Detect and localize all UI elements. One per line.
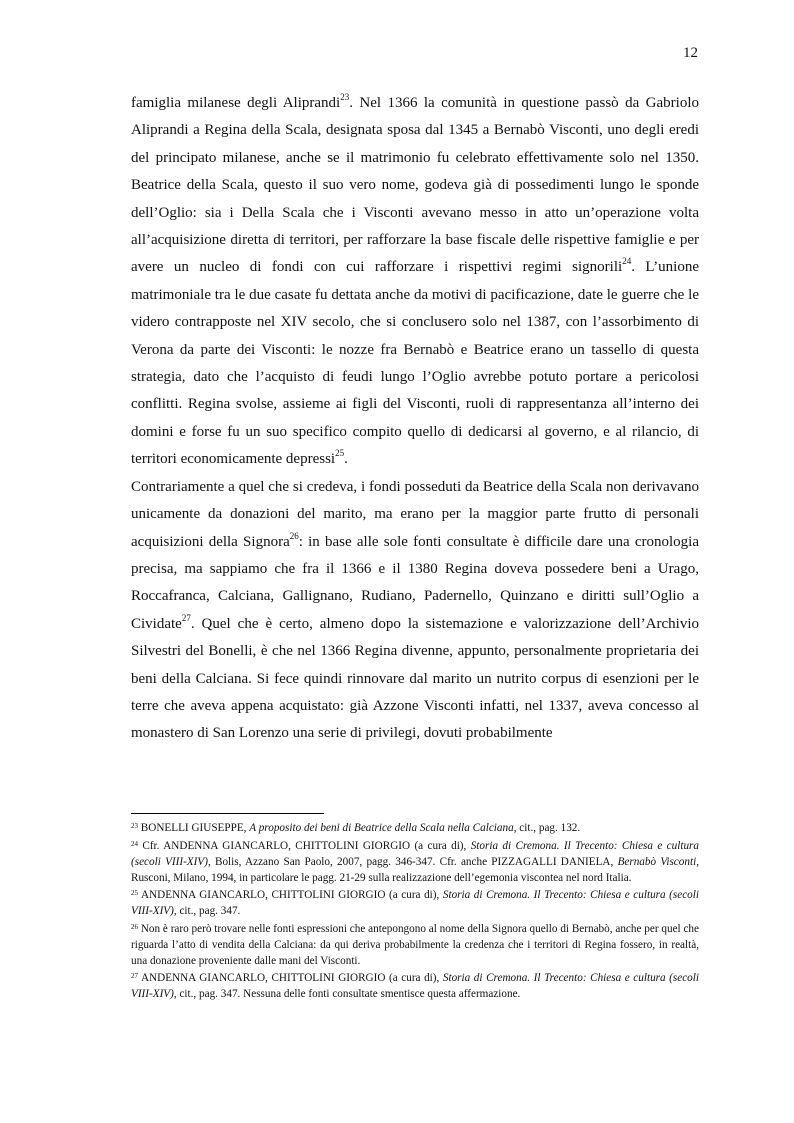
footnote-reference: 26: [289, 530, 299, 541]
footnote: [131, 887, 699, 919]
footnote: [131, 970, 699, 1002]
footnote-reference: 23: [340, 92, 350, 102]
footnote: [131, 838, 699, 886]
footnotes: [131, 820, 699, 1004]
italic-title: Bernabò Visconti: [617, 855, 697, 868]
paragraph: [131, 90, 699, 474]
footnote-reference: 25: [335, 448, 345, 459]
text-run: , cit., pag. 347.: [173, 905, 241, 917]
footnote-number: 24: [131, 839, 138, 848]
footnote-reference: 24: [622, 256, 632, 267]
text-run: .: [344, 451, 348, 468]
paragraph: [131, 474, 699, 748]
footnote-number: 23: [131, 822, 138, 830]
footnote-number: 27: [131, 972, 138, 980]
text-run: . L’unione matrimoniale tra le due casate fu dettata anche da motivi di pacificazione, date le guerre che le videro contrapposte nel XIV secolo, che si conclusero solo nel 1387, con l’assorbimento di Verona da parte dei Visconti: le nozze fra Bernabò e Beatrice erano un tassello di questa strategia, dato che l’acquisto di feudi lungo l’Oglio avrebbe potuto portare a pericolosi conflitti. Regina svolse, assieme ai figli del Visconti, ruoli di rappresentanza all’interno dei domini e forse fu un suo specifico compito quello di dedicarsi al governo, e al rilancio, di territori economicamente depressi: [131, 259, 699, 468]
text-run: Non è raro però trovare nelle fonti espressioni che antepongono al nome della Signora quello di Bernabò, anche per quel che riguarda l’atto di vendita della Calciana: da qui deriva probabilmente la credenza che i territori di Regina fossero, in realtà, una donazione proveniente dalle mani del Visconti.: [131, 922, 699, 967]
body-text: [131, 90, 699, 748]
italic-title: A proposito dei beni di Beatrice della Scala nella Calciana: [249, 822, 514, 834]
italic-title: Storia di Cremona. Il Trecento: Chiesa e cultura (secoli VIII-XIV): [131, 839, 699, 868]
text-run: ANDENNA GIANCARLO, CHITTOLINI GIORGIO (a cura di),: [138, 889, 443, 901]
text-run: ANDENNA GIANCARLO, CHITTOLINI GIORGIO (a cura di),: [138, 972, 443, 984]
footnote: [131, 921, 699, 969]
footnote-separator: [131, 813, 324, 814]
text-run: , cit., pag. 132.: [513, 822, 581, 834]
italic-title: Storia di Cremona. Il Trecento: Chiesa e cultura (secoli VIII-XIV): [131, 972, 699, 1000]
footnote: [131, 820, 699, 836]
text-run: . Quel che è certo, almeno dopo la sistemazione e valorizzazione dell’Archivio Silvestri del Bonelli, è che nel 1366 Regina divenne, appunto, personalmente proprietaria dei beni della Calciana. Si fece quindi rinnovare dal marito un nutrito corpus di esenzioni per le terre che aveva appena acquistato: già Azzone Visconti infatti, nel 1337, aveva concesso al monastero di San Lorenzo una serie di privilegi, dovuti probabilmente: [131, 615, 699, 742]
text-run: famiglia milanese degli Aliprandi: [131, 95, 341, 111]
footnote-number: 26: [131, 922, 138, 931]
text-run: , Bolis, Azzano San Paolo, 2007, pagg. 346-347. Cfr. anche PIZZAGALLI DANIELA,: [207, 855, 618, 868]
text-run: Cfr. ANDENNA GIANCARLO, CHITTOLINI GIORGIO (a cura di),: [138, 839, 471, 852]
text-run: : in base alle sole fonti consultate è difficile dare una cronologia precisa, ma sappiamo che fra il 1366 e il 1380 Regina doveva possedere beni a Urago, Roccafranca, Calciana, Gallignano, Rudiano, Padernello, Quinzano e diritti sull’Oglio a Cividate: [131, 533, 700, 632]
footnote-reference: 27: [181, 612, 191, 623]
text-run: BONELLI GIUSEPPE,: [138, 822, 250, 834]
page-number: 12: [683, 45, 698, 61]
text-run: , Rusconi, Milano, 1994, in particolare le pagg. 21-29 sulla realizzazione dell’egemonia viscontea nel nord Italia.: [131, 855, 699, 884]
italic-title: Storia di Cremona. Il Trecento: Chiesa e cultura (secoli VIII-XIV): [131, 889, 699, 917]
text-run: , cit., pag. 347. Nessuna delle fonti consultate smentisce questa affermazione.: [173, 988, 521, 1000]
text-run: Contrariamente a quel che si credeva, i fondi posseduti da Beatrice della Scala non derivavano unicamente da donazioni del marito, ma erano per la maggior parte frutto di personali acquisizioni della Signora: [131, 478, 699, 550]
footnote-number: 25: [131, 889, 138, 897]
text-run: . Nel 1366 la comunità in questione passò da Gabriolo Aliprandi a Regina della Scala, designata sposa dal 1345 a Bernabò Visconti, uno degli eredi del principato milanese, anche se il matrimonio fu celebrato effettivamente solo nel 1350. Beatrice della Scala, questo il suo vero nome, godeva già di possedimenti lungo le sponde dell’Oglio: sia i Della Scala che i Visconti avevano messo in atto un’operazione volta all’acquisizione diretta di territori, per rafforzare la base fiscale delle rispettive famiglie e per avere un nucleo di fondi con cui rafforzare i rispettivi regimi signorili: [131, 95, 699, 276]
